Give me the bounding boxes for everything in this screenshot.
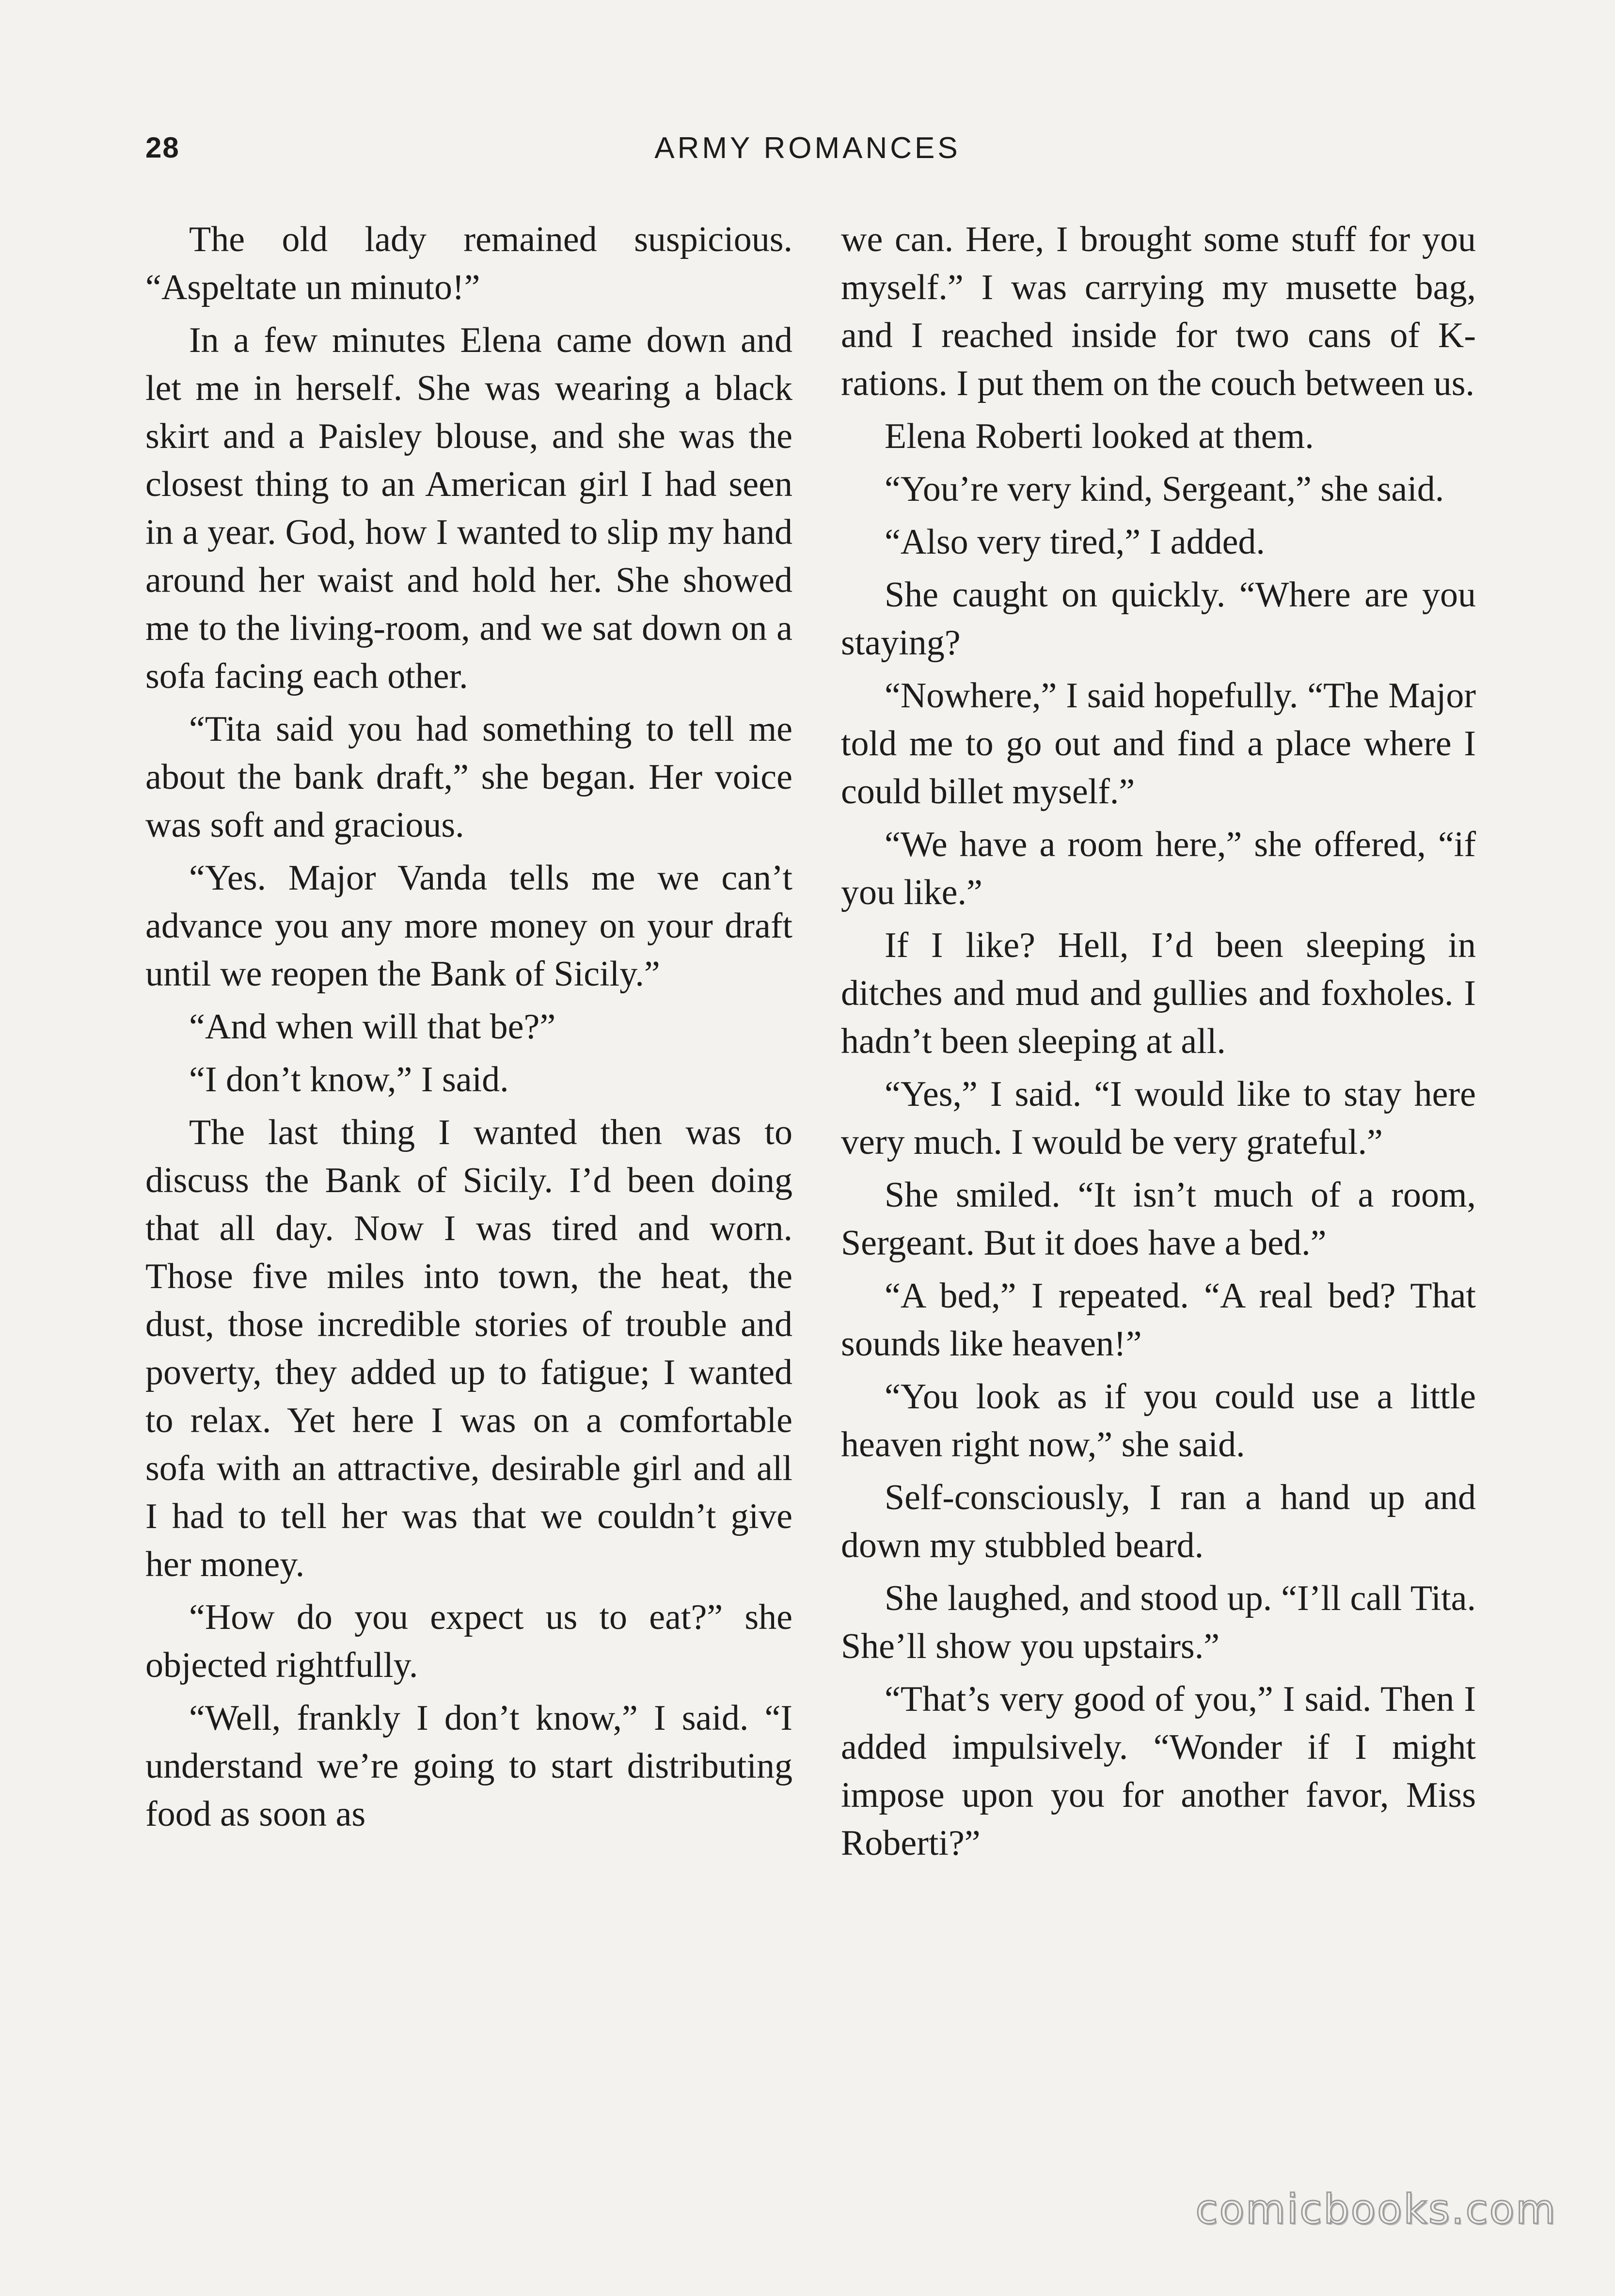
paragraph: If I like? Hell, I’d been sleeping in ditches and mud and gullies and foxholes. I hadn’t been sleeping at all. (841, 925, 1476, 1061)
paragraph: “Nowhere,” I said hopefully. “The Major told me to go out and find a place where I could billet myself.” (841, 676, 1476, 812)
running-head: ARMY ROMANCES (654, 131, 961, 165)
paragraph: Elena Roberti looked at them. (885, 416, 1314, 456)
site-watermark: comicbooks.com (1195, 2185, 1557, 2233)
paragraph: “Well, frankly I don’t know,” I said. “I understand we’re going to start distributing food as soon as (145, 1698, 792, 1834)
right-column (841, 216, 1476, 1872)
paragraph: She laughed, and stood up. “I’ll call Tita. She’ll show you upstairs.” (841, 1578, 1476, 1666)
left-column (145, 216, 792, 1843)
paragraph: “Also very tired,” I added. (885, 522, 1265, 562)
paragraph: “I don’t know,” I said. (189, 1060, 509, 1100)
paragraph: “We have a room here,” she offered, “if you like.” (841, 825, 1476, 912)
paragraph-continued: we can. Here, I brought some stuff for you myself.” I was carrying my musette bag, and I reached inside for two cans of K-rations. I put them on the couch between us. (841, 220, 1476, 403)
paragraph: “You’re very kind, Sergeant,” she said. (885, 469, 1444, 509)
paragraph: “That’s very good of you,” I said. Then I added impulsively. “Wonder if I might impose upon you for another favor, Miss Roberti?” (841, 1679, 1476, 1863)
paragraph: “And when will that be?” (189, 1007, 556, 1047)
paragraph: “Yes. Major Vanda tells me we can’t advance you any more money on your draft until we reopen the Bank of Sicily.” (145, 858, 792, 994)
page-number: 28 (145, 131, 180, 164)
paragraph: “A bed,” I repeated. “A real bed? That sounds like heaven!” (841, 1276, 1476, 1364)
paragraph: The old lady remained suspicious. “Aspeltate un minuto!” (145, 220, 792, 307)
paragraph: The last thing I wanted then was to discuss the Bank of Sicily. I’d been doing that all day. Now I was tired and worn. Those five miles into town, the heat, the dust, those incredible stories of trouble and poverty, they added up to fatigue; I wanted to relax. Yet here I was on a comfortable sofa with an attractive, desirable girl and all I had to tell her was that we couldn’t give her money. (145, 1113, 792, 1584)
paragraph: “You look as if you could use a little heaven right now,” she said. (841, 1377, 1476, 1465)
paragraph: “Yes,” I said. “I would like to stay here very much. I would be very grateful.” (841, 1074, 1476, 1162)
paragraph: “How do you expect us to eat?” she objected rightfully. (145, 1597, 792, 1685)
paragraph: She caught on quickly. “Where are you staying? (841, 575, 1476, 663)
paragraph: Self-consciously, I ran a hand up and down my stubbled beard. (841, 1478, 1476, 1565)
paragraph: She smiled. “It isn’t much of a room, Sergeant. But it does have a bed.” (841, 1175, 1476, 1263)
paragraph: In a few minutes Elena came down and let me in herself. She was wearing a black skirt and a Paisley blouse, and she was the closest thing to an American girl I had seen in a year. God, how I wanted to slip my hand around her waist and hold her. She showed me to the living-room, and we sat down on a sofa facing each other. (145, 320, 792, 696)
paragraph: “Tita said you had something to tell me about the bank draft,” she began. Her voice was soft and gracious. (145, 709, 792, 845)
